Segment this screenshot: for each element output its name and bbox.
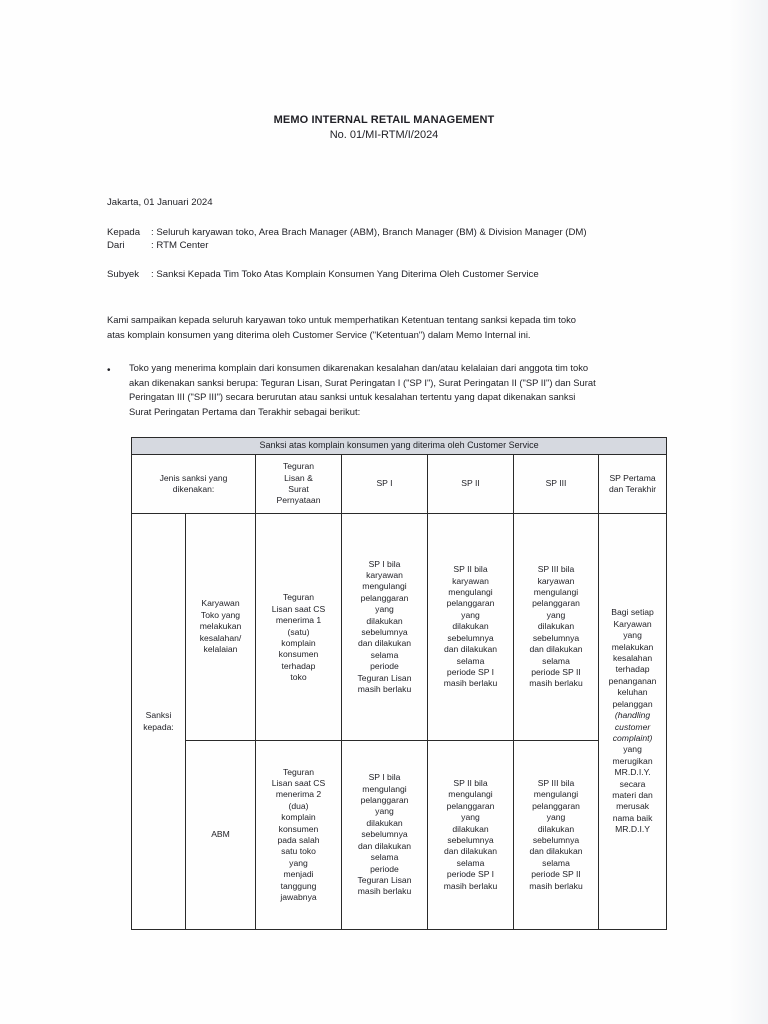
subyek-label: Subyek	[107, 269, 139, 280]
kepada-line	[107, 226, 587, 239]
header-sp-final	[599, 455, 667, 514]
subyek-line	[107, 268, 539, 281]
cell-line: Teguran	[282, 461, 315, 472]
cell-line: MR.D.I.Y.	[614, 767, 651, 778]
cell-line: mengulangi	[448, 587, 493, 598]
subject-abm: ABM	[186, 741, 256, 930]
bullet-line: Surat Peringatan Pertama dan Terakhir sebagai berikut:	[129, 405, 361, 417]
cell-line: komplain	[281, 812, 316, 823]
cell-line: selama	[542, 857, 570, 868]
cell-line: pelanggaran	[360, 592, 409, 603]
cell-line: sebelumnya	[447, 835, 494, 845]
bullet-dot-icon: •	[107, 365, 111, 376]
cell-line: komplain	[281, 638, 316, 648]
cell-line: yang	[461, 812, 480, 823]
cell-line: periode	[370, 863, 399, 874]
cell-line: satu toko	[281, 846, 316, 857]
cell-line: masih berlaku	[529, 880, 583, 891]
cell-line: (satu)	[287, 626, 310, 637]
cell-line: dilakukan	[366, 817, 403, 828]
cell-line: Sanksi	[145, 710, 172, 721]
kepada-label: Kepada	[107, 227, 141, 238]
cell-line: konsumen	[278, 649, 319, 660]
sp-final-text	[601, 607, 664, 710]
cell-line: karyawan	[366, 569, 403, 580]
cell-line: sebelumnya	[361, 627, 408, 637]
cell-line: nama baik	[612, 812, 653, 823]
cell-line: SP I bila	[368, 772, 401, 783]
sanksi-table	[131, 437, 667, 930]
cell-line: sebelumnya	[361, 829, 408, 840]
cell-line: konsumen	[278, 823, 319, 834]
cell-line: SP II bila	[453, 777, 488, 788]
cell-line: customer	[614, 721, 651, 732]
cell-line: masih berlaku	[443, 880, 498, 891]
cell-line: tanggung	[280, 880, 317, 891]
table-caption: Sanksi atas komplain konsumen yang diterima oleh Customer Service	[132, 438, 667, 455]
cell-line: Bagi setiap	[611, 607, 654, 618]
cell-line: masih berlaku	[357, 684, 412, 695]
cell-line: masih berlaku	[529, 678, 583, 689]
cell-line: Karyawan	[201, 598, 240, 609]
cell-line: Teguran	[282, 592, 315, 603]
dari-line	[107, 239, 208, 252]
cell-sp-final	[599, 514, 667, 930]
bullet-line: akan dikenakan sanksi berupa: Teguran Lisan, Surat Peringatan I ("SP I"), Surat Peringatan II ("SP II") dan Surat	[129, 376, 596, 388]
cell-sp2	[428, 741, 514, 930]
cell-teguran	[256, 741, 342, 930]
memo-title: MEMO INTERNAL RETAIL MANAGEMENT	[273, 114, 495, 126]
cell-line: periode SP II	[531, 869, 581, 880]
cell-line: SP II bila	[453, 564, 488, 575]
cell-line: yang	[546, 609, 566, 620]
cell-sp2	[428, 514, 514, 741]
kepada-value: : Seluruh karyawan toko, Area Brach Manager (ABM), Branch Manager (BM) & Division Manager (DM)	[151, 227, 587, 238]
cell-line: mengulangi	[362, 581, 407, 592]
cell-line: yang	[375, 806, 394, 817]
cell-line: keluhan	[617, 687, 648, 698]
subyek-value: : Sanksi Kepada Tim Toko Atas Komplain Konsumen Yang Diterima Oleh Customer Service	[151, 269, 539, 280]
cell-line: karyawan	[452, 575, 489, 586]
cell-line: terhadap	[281, 660, 316, 671]
cell-line: kesalahan/	[199, 632, 242, 643]
cell-line: periode SP I	[446, 869, 495, 880]
cell-line: mengulangi	[533, 789, 579, 800]
cell-line: melakukan	[611, 641, 654, 652]
date-line: Jakarta, 01 Januari 2024	[107, 197, 213, 208]
cell-sp1	[342, 514, 428, 741]
cell-line: selama	[542, 655, 570, 666]
cell-line: Karyawan	[613, 618, 652, 629]
cell-line: periode SP II	[531, 666, 581, 677]
header-sp2: SP II	[428, 455, 514, 514]
table-caption-row	[132, 438, 667, 455]
cell-sp3	[514, 741, 599, 930]
cell-line: kesalahan	[612, 653, 653, 664]
cell-line: mengulangi	[533, 587, 579, 598]
cell-line: dan dilakukan	[443, 644, 498, 655]
cell-line: toko	[290, 672, 307, 683]
sanksi-kepada-label	[132, 514, 186, 930]
cell-line: menjadi	[283, 869, 314, 880]
cell-line: Pernyataan	[276, 495, 321, 506]
cell-line: Surat	[288, 484, 309, 494]
cell-line: selama	[370, 649, 399, 660]
cell-line: sebelumnya	[532, 835, 580, 845]
cell-line: Teguran	[282, 766, 315, 777]
header-teguran	[256, 455, 342, 514]
cell-line: penanganan	[608, 675, 657, 686]
cell-line: yang	[461, 609, 480, 620]
bullet-line: Peringatan III ("SP III") secara berurutan atau sanksi untuk kesalahan tertentu yang dapat dikenakan sanksi	[129, 391, 576, 403]
cell-line: yang	[289, 857, 308, 868]
header-jenis	[132, 455, 256, 514]
cell-line: SP III bila	[537, 777, 575, 788]
intro-paragraph	[107, 313, 667, 342]
header-sp1: SP I	[342, 455, 428, 514]
cell-line: pelanggaran	[532, 598, 580, 609]
cell-line: Teguran Lisan	[357, 874, 412, 885]
cell-line: SP Pertama	[609, 472, 656, 483]
cell-line: sebelumnya	[447, 632, 494, 643]
cell-line: (handling	[614, 710, 651, 721]
cell-line: mengulangi	[362, 783, 407, 794]
bullet-paragraph	[129, 361, 669, 419]
table-header-row	[132, 455, 667, 514]
cell-line: dan dilakukan	[529, 846, 583, 857]
cell-line: Lisan saat CS	[271, 603, 326, 614]
cell-line: pada salah	[277, 835, 320, 845]
cell-line: secara	[619, 778, 646, 789]
cell-line: dilakukan	[452, 621, 489, 632]
cell-line: dan dilakukan	[357, 840, 412, 851]
cell-line: masih berlaku	[357, 886, 412, 897]
cell-line: dilakukan	[537, 823, 575, 834]
cell-line: kelalaian	[203, 644, 238, 655]
memo-number: No. 01/MI-RTM/I/2024	[329, 129, 439, 141]
cell-line: Jenis sanksi yang	[159, 472, 228, 483]
subject-karyawan	[186, 514, 256, 741]
cell-line: dilakukan	[366, 615, 403, 626]
cell-line: Toko yang	[200, 609, 241, 620]
cell-line: selama	[370, 852, 399, 863]
cell-line: (dua)	[288, 800, 309, 811]
page-edge-shadow	[728, 0, 768, 1024]
cell-line: yang	[546, 812, 566, 823]
cell-sp3	[514, 514, 599, 741]
intro-line: atas komplain konsumen yang diterima oleh Customer Service ("Ketentuan") dalam Memo Internal ini.	[107, 328, 531, 340]
table-row	[132, 741, 667, 930]
sp-final-italic	[601, 710, 664, 744]
cell-line: merugikan	[612, 755, 653, 766]
cell-line: terhadap	[615, 664, 650, 675]
cell-line: dan Terakhir	[608, 484, 657, 494]
cell-line: jawabnya	[280, 892, 317, 903]
cell-line: yang	[375, 604, 394, 615]
cell-line: yang	[623, 630, 642, 641]
cell-line: mengulangi	[448, 789, 493, 800]
cell-teguran	[256, 514, 342, 741]
cell-line: MR.D.I.Y	[615, 824, 650, 835]
cell-line: periode	[370, 661, 399, 672]
intro-line: Kami sampaikan kepada seluruh karyawan toko untuk memperhatikan Ketentuan tentang sanksi kepada tim toko	[107, 314, 577, 325]
cell-line: dan dilakukan	[443, 846, 498, 857]
cell-line: dilakukan	[537, 621, 575, 632]
cell-line: dilakukan	[452, 823, 489, 834]
cell-line: dan dilakukan	[529, 644, 583, 655]
cell-line: dan dilakukan	[357, 638, 412, 649]
cell-line: SP III bila	[537, 564, 575, 575]
table-row	[132, 514, 667, 741]
cell-line: SP I bila	[368, 558, 401, 569]
cell-line: selama	[456, 655, 485, 666]
cell-line: pelanggaran	[360, 795, 409, 806]
cell-line: yang	[623, 744, 642, 755]
cell-sp1	[342, 741, 428, 930]
cell-line: Lisan &	[284, 472, 313, 483]
cell-line: complaint)	[612, 732, 653, 743]
cell-line: Lisan saat CS	[271, 777, 326, 788]
cell-line: selama	[456, 857, 485, 868]
sp-final-text-after	[601, 744, 664, 835]
cell-line: pelanggaran	[446, 800, 495, 811]
cell-line: Teguran Lisan	[357, 672, 412, 683]
cell-line: sebelumnya	[532, 632, 580, 643]
cell-line: merusak	[616, 801, 650, 812]
cell-line: melakukan	[199, 621, 242, 632]
cell-line: pelanggaran	[446, 598, 495, 609]
cell-line: dikenakan:	[172, 484, 215, 494]
cell-line: menerima 1	[275, 615, 322, 626]
header-sp3: SP III	[514, 455, 599, 514]
cell-line: materi dan	[612, 789, 653, 800]
cell-line: masih berlaku	[443, 678, 498, 689]
bullet-line: Toko yang menerima komplain dari konsumen dikarenakan kesalahan dan/atau kelalaian dari anggota tim toko	[129, 362, 589, 373]
dari-value: : RTM Center	[151, 240, 209, 251]
dari-label: Dari	[107, 240, 125, 251]
cell-line: menerima 2	[275, 789, 322, 800]
cell-line: pelanggan	[612, 698, 653, 709]
cell-line: kepada:	[143, 721, 174, 732]
cell-line: pelanggaran	[532, 800, 580, 811]
cell-line: periode SP I	[446, 666, 495, 677]
cell-line: karyawan	[537, 575, 575, 586]
